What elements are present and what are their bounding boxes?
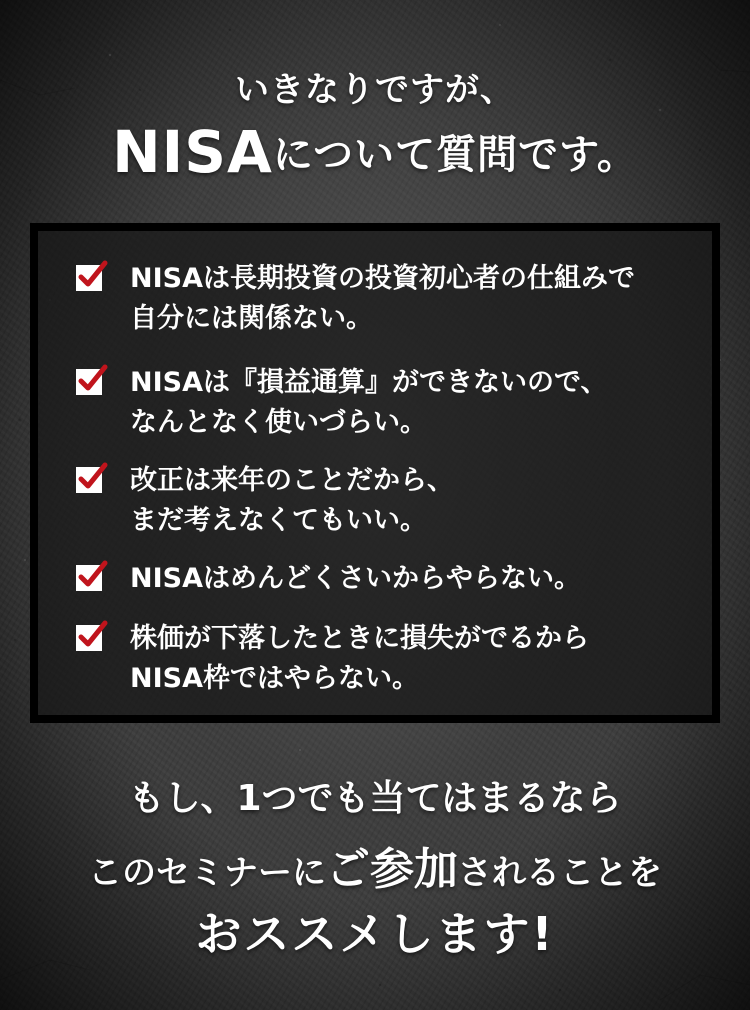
footer-recommend: おススメします!	[195, 907, 555, 961]
footer-invitation-a: このセミナーに	[88, 853, 326, 893]
footer-invitation-c: されることを	[458, 853, 662, 893]
check-mark-icon	[76, 625, 102, 651]
checklist-panel	[30, 223, 720, 723]
check-mark-icon	[76, 467, 102, 493]
checklist-item-text: NISAは長期投資の投資初心者の仕組みで 自分には関係ない。	[130, 263, 635, 334]
heading-intro: いきなりですが、	[235, 70, 515, 110]
checklist-item-text: NISAは『損益通算』ができないので、 なんとなく使いづらい。	[130, 367, 608, 438]
check-mark-icon	[76, 265, 102, 291]
footer-condition: もし、1つでも当てはまるなら	[128, 778, 622, 819]
check-mark-icon	[76, 565, 102, 591]
check-mark-icon	[76, 369, 102, 395]
heading-nisa: NISA	[112, 118, 273, 186]
checklist-item-text: 改正は来年のことだから、 まだ考えなくてもいい。	[130, 465, 454, 536]
footer-invitation-participate: ご参加	[326, 844, 458, 895]
checklist-item-text: NISAはめんどくさいからやらない。	[130, 563, 581, 594]
heading-question-rest: について質問です。	[272, 132, 638, 178]
heading-question	[0, 118, 750, 186]
checklist-item-text: 株価が下落したときに損失がでるから NISA枠ではやらない。	[130, 623, 589, 694]
footer-invitation	[0, 833, 750, 897]
